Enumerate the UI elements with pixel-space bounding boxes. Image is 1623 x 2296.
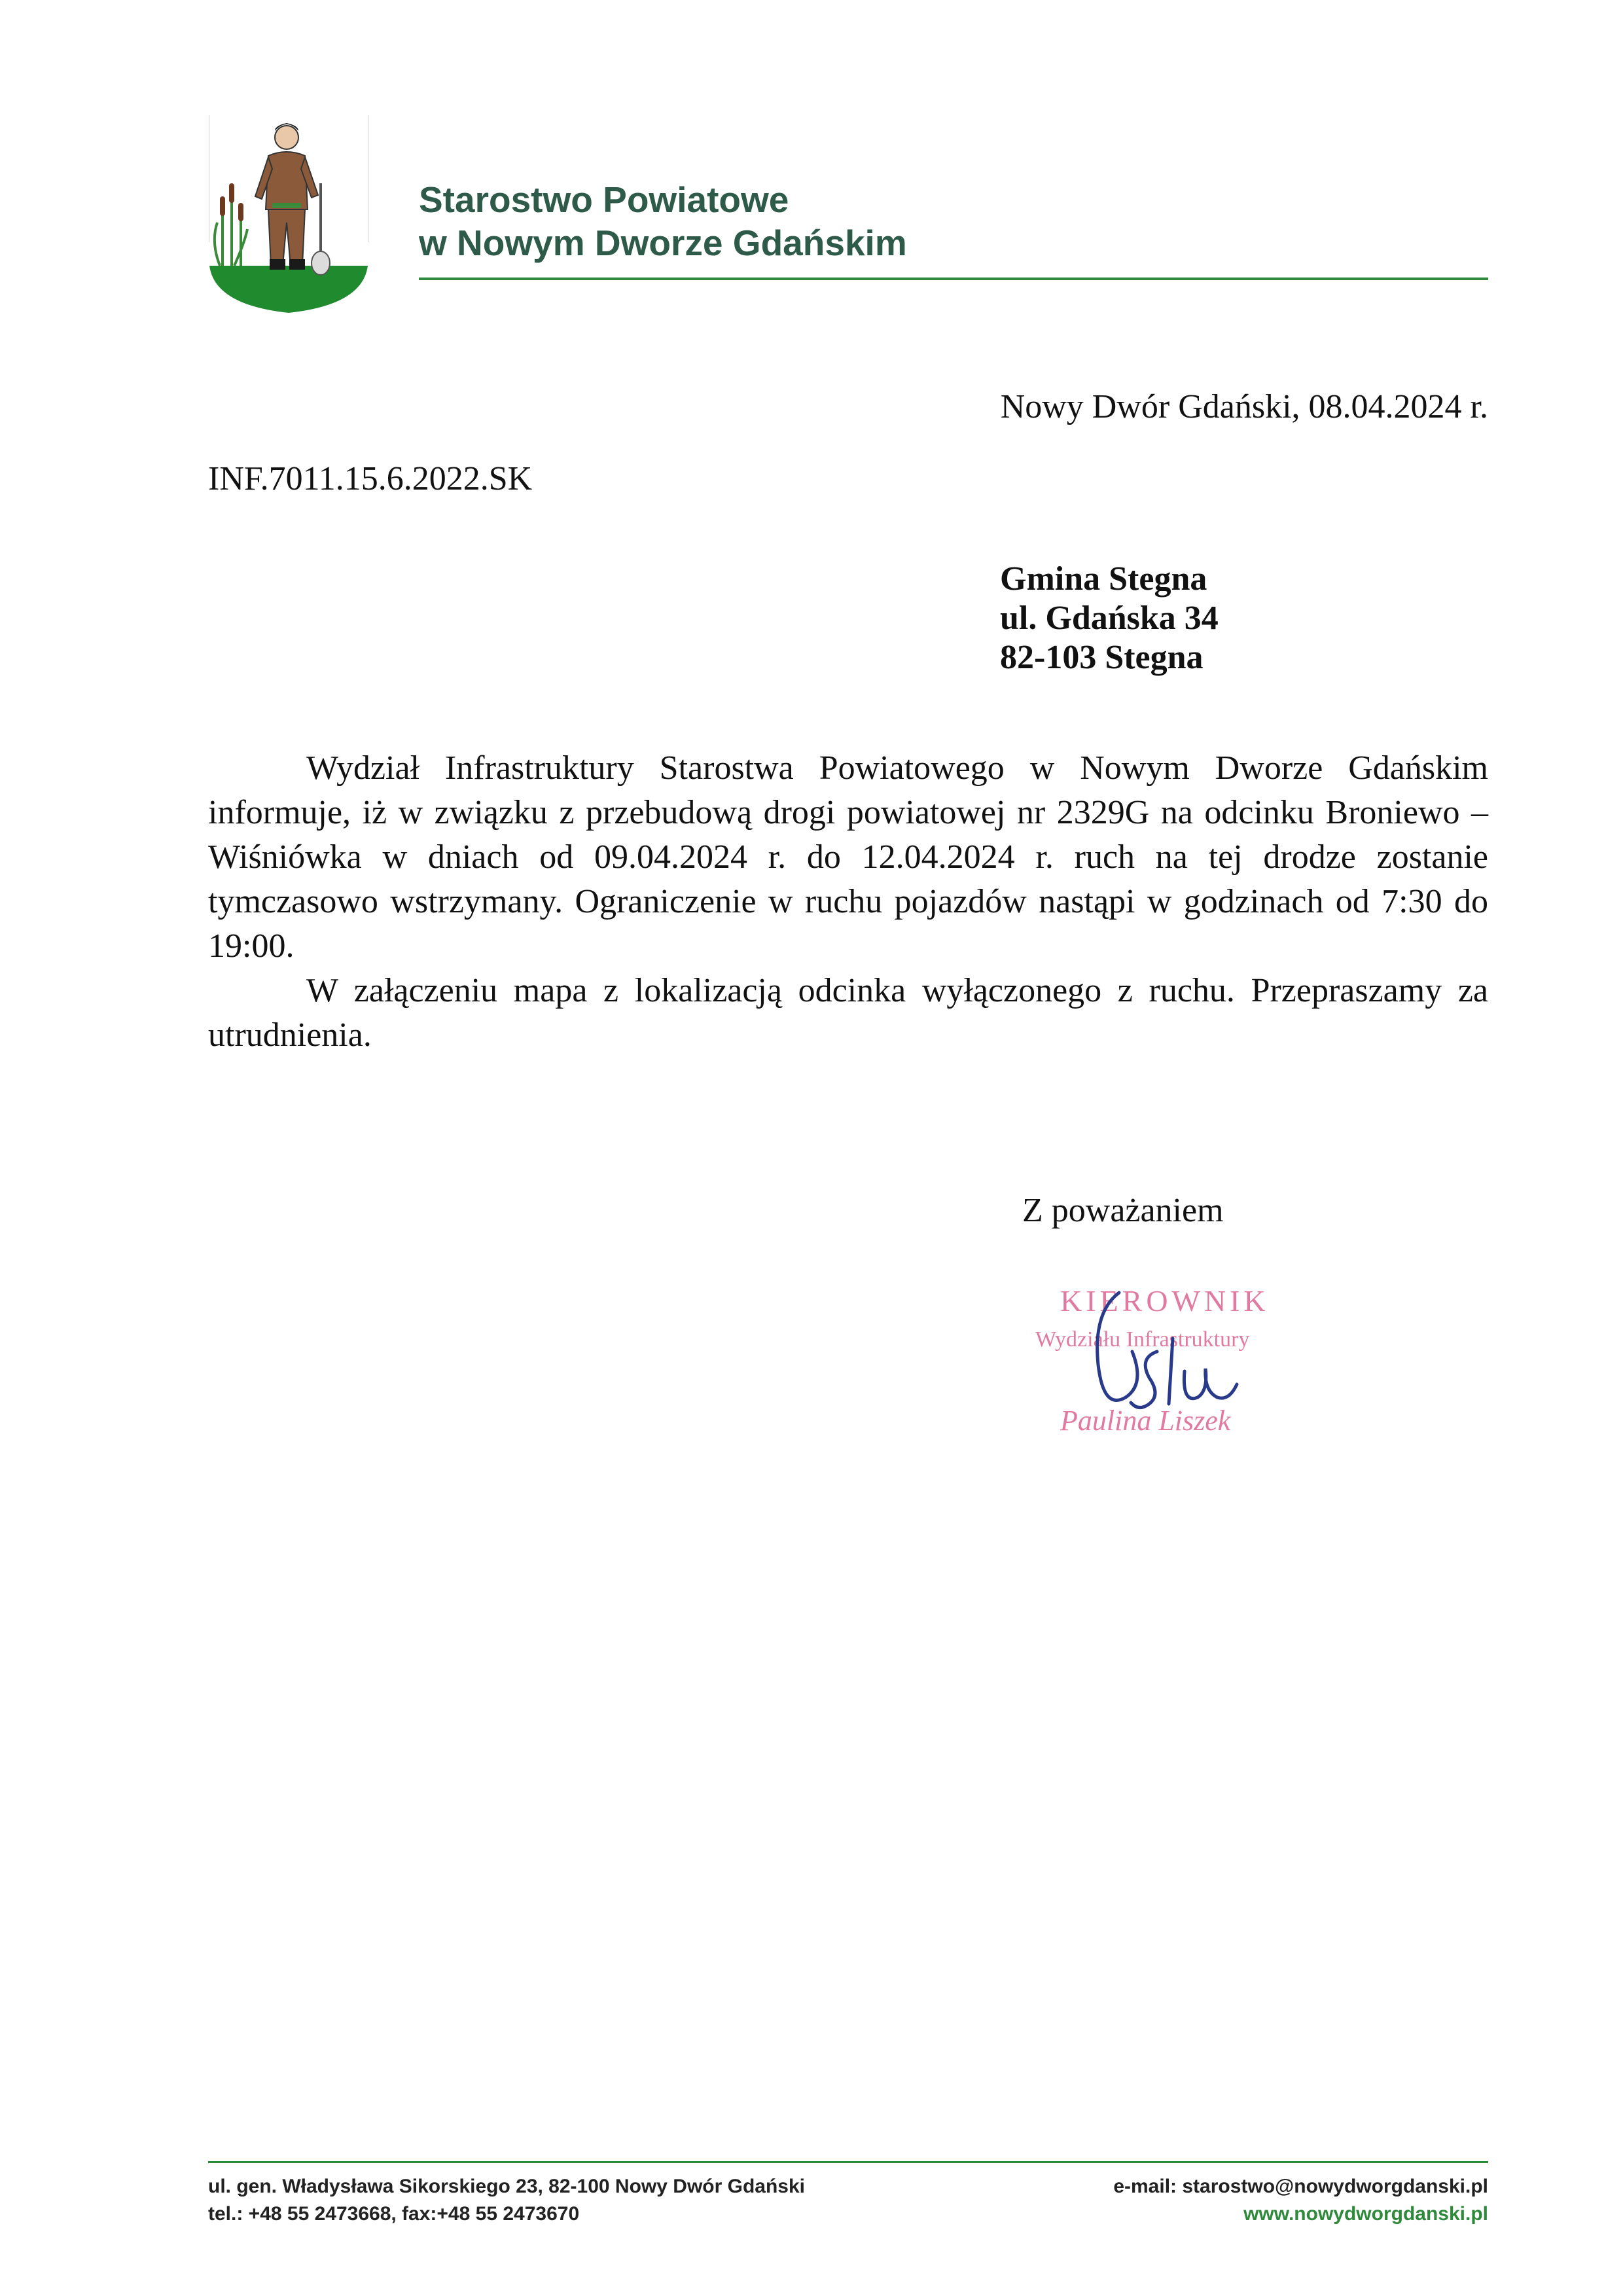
body-paragraph-2: W załączeniu mapa z lokalizacją odcinka wyłączonego z ruchu. Przepraszamy za utrudnienia. xyxy=(208,972,1488,1054)
body-paragraph-1: Wydział Infrastruktury Starostwa Powiatowego w Nowym Dworze Gdańskim informuje, iż w związku z przebudową drogi powiatowej nr 2329G na odcinku Broniewo – Wiśniówka w dniach od 09.04.2024 r. do 12.04.2024 r. ruch na tej drodze zostanie tymczasowo wstrzymany. Ograniczenie w ruchu pojazdów nastąpi w godzinach od 7:30 do 19:00. xyxy=(208,749,1488,965)
recipient-city: 82-103 Stegna xyxy=(1000,639,1204,676)
header-divider xyxy=(419,278,1488,280)
place-date: Nowy Dwór Gdański, 08.04.2024 r. xyxy=(1000,388,1488,425)
stamp-line1: KIEROWNIK xyxy=(1060,1284,1270,1318)
stamp-line3: Paulina Liszek xyxy=(1060,1405,1231,1437)
footer-email[interactable]: e-mail: starostwo@nowydworgdanski.pl xyxy=(1113,2176,1488,2197)
organization-name-line2: w Nowym Dworze Gdańskim xyxy=(419,223,907,263)
recipient-street: ul. Gdańska 34 xyxy=(1000,600,1219,637)
organization-name xyxy=(419,178,907,264)
coat-of-arms-icon xyxy=(208,111,369,314)
footer-phone: tel.: +48 55 2473668, fax:+48 55 2473670 xyxy=(208,2203,580,2225)
footer-contact xyxy=(208,2173,805,2228)
footer-divider xyxy=(208,2161,1488,2163)
closing-salutation: Z poważaniem xyxy=(1022,1192,1224,1229)
footer-address: ul. gen. Władysława Sikorskiego 23, 82-100 Nowy Dwór Gdański xyxy=(208,2176,805,2197)
stamp-line2: Wydziału Infrastruktury xyxy=(1035,1327,1250,1352)
footer-website-link[interactable]: www.nowydworgdanski.pl xyxy=(1243,2203,1488,2225)
footer-online xyxy=(1113,2173,1488,2228)
recipient-name: Gmina Stegna xyxy=(1000,560,1207,598)
stamp-and-signature xyxy=(1021,1273,1322,1443)
organization-name-line1: Starostwo Powiatowe xyxy=(419,179,789,220)
recipient-address xyxy=(1000,560,1219,677)
reference-number: INF.7011.15.6.2022.SK xyxy=(208,460,533,497)
letter-body xyxy=(208,746,1488,1058)
